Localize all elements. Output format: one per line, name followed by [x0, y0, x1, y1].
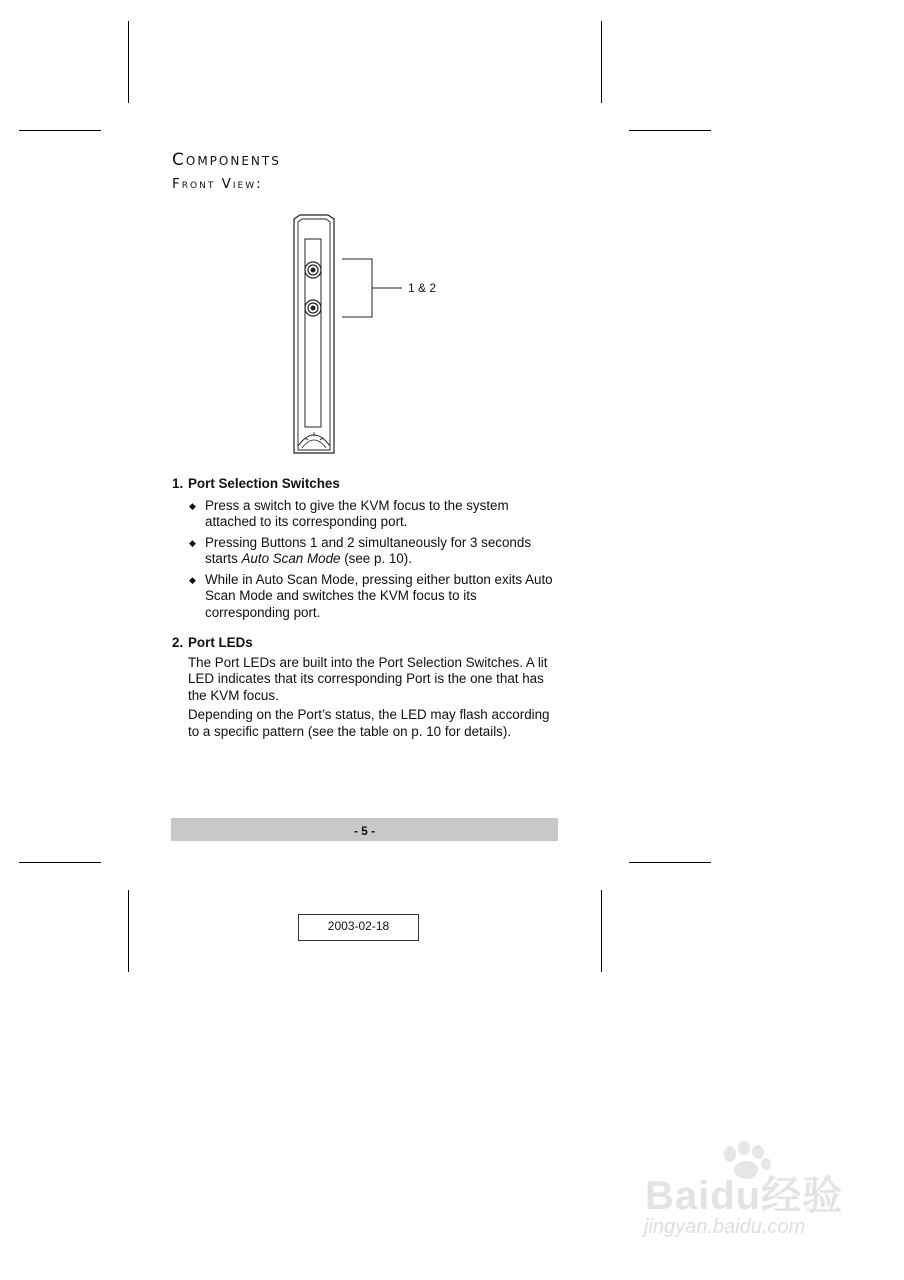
item-title [172, 635, 562, 652]
page-number: - 5 - [353, 824, 376, 838]
list-item [188, 498, 562, 531]
paragraph: The Port LEDs are built into the Port Selection Switches. A lit LED indicates that its corresponding Port is the one that has the KVM focus. [188, 654, 548, 703]
port-switch-2 [305, 300, 321, 316]
watermark-brand: Baidu经验 [645, 1174, 844, 1218]
crop-mark [19, 862, 101, 863]
item-number: 1. [172, 476, 184, 491]
bullet-text: Press a switch to give the KVM focus to the system attached to its corresponding port. [205, 497, 509, 529]
switch-callout-label: 1 & 2 [408, 281, 437, 295]
bullet-diamond-icon: ◆ [189, 500, 196, 511]
crop-mark [19, 130, 101, 131]
auto-scan-mode-term: Auto Scan Mode [241, 551, 341, 566]
document-date: 2003-02-18 [327, 919, 390, 933]
item-title-text: Port Selection Switches [188, 476, 340, 491]
paragraph: Depending on the Port’s status, the LED may flash according to a specific pattern (see the table on p. 10 for details). [188, 707, 550, 739]
component-item [172, 476, 562, 621]
components-list [172, 476, 562, 743]
section-heading: Components [172, 150, 281, 170]
item-title-text: Port LEDs [188, 635, 253, 650]
bullet-text-part: Pressing Buttons 1 and 2 simultaneously for 3 seconds starts [205, 534, 532, 566]
crop-mark [601, 890, 602, 972]
front-view-illustration [280, 210, 480, 460]
bullet-text: While in Auto Scan Mode, pressing either button exits Auto Scan Mode and switches the KVM focus to its corresponding port. [205, 571, 553, 620]
item-number: 2. [172, 635, 184, 650]
list-item [188, 572, 562, 622]
watermark-url: jingyan.baidu.com [644, 1216, 806, 1238]
component-item [172, 635, 562, 740]
page-number-bar [171, 818, 558, 841]
crop-mark [128, 21, 129, 103]
bullet-text-part: (see p. 10). [340, 551, 412, 566]
crop-mark [128, 890, 129, 972]
device-drawing [280, 210, 480, 460]
date-box [298, 914, 419, 941]
baidu-watermark [640, 1140, 860, 1250]
crop-mark [601, 21, 602, 103]
item-title [172, 476, 562, 493]
crop-mark [629, 130, 711, 131]
bullet-list [172, 498, 562, 622]
list-item [188, 535, 562, 568]
bullet-diamond-icon: ◆ [189, 537, 196, 548]
port-switch-1 [305, 262, 321, 278]
bullet-text [205, 535, 531, 567]
subsection-heading: Front View: [172, 176, 263, 192]
bullet-diamond-icon: ◆ [189, 574, 196, 585]
crop-mark [629, 862, 711, 863]
